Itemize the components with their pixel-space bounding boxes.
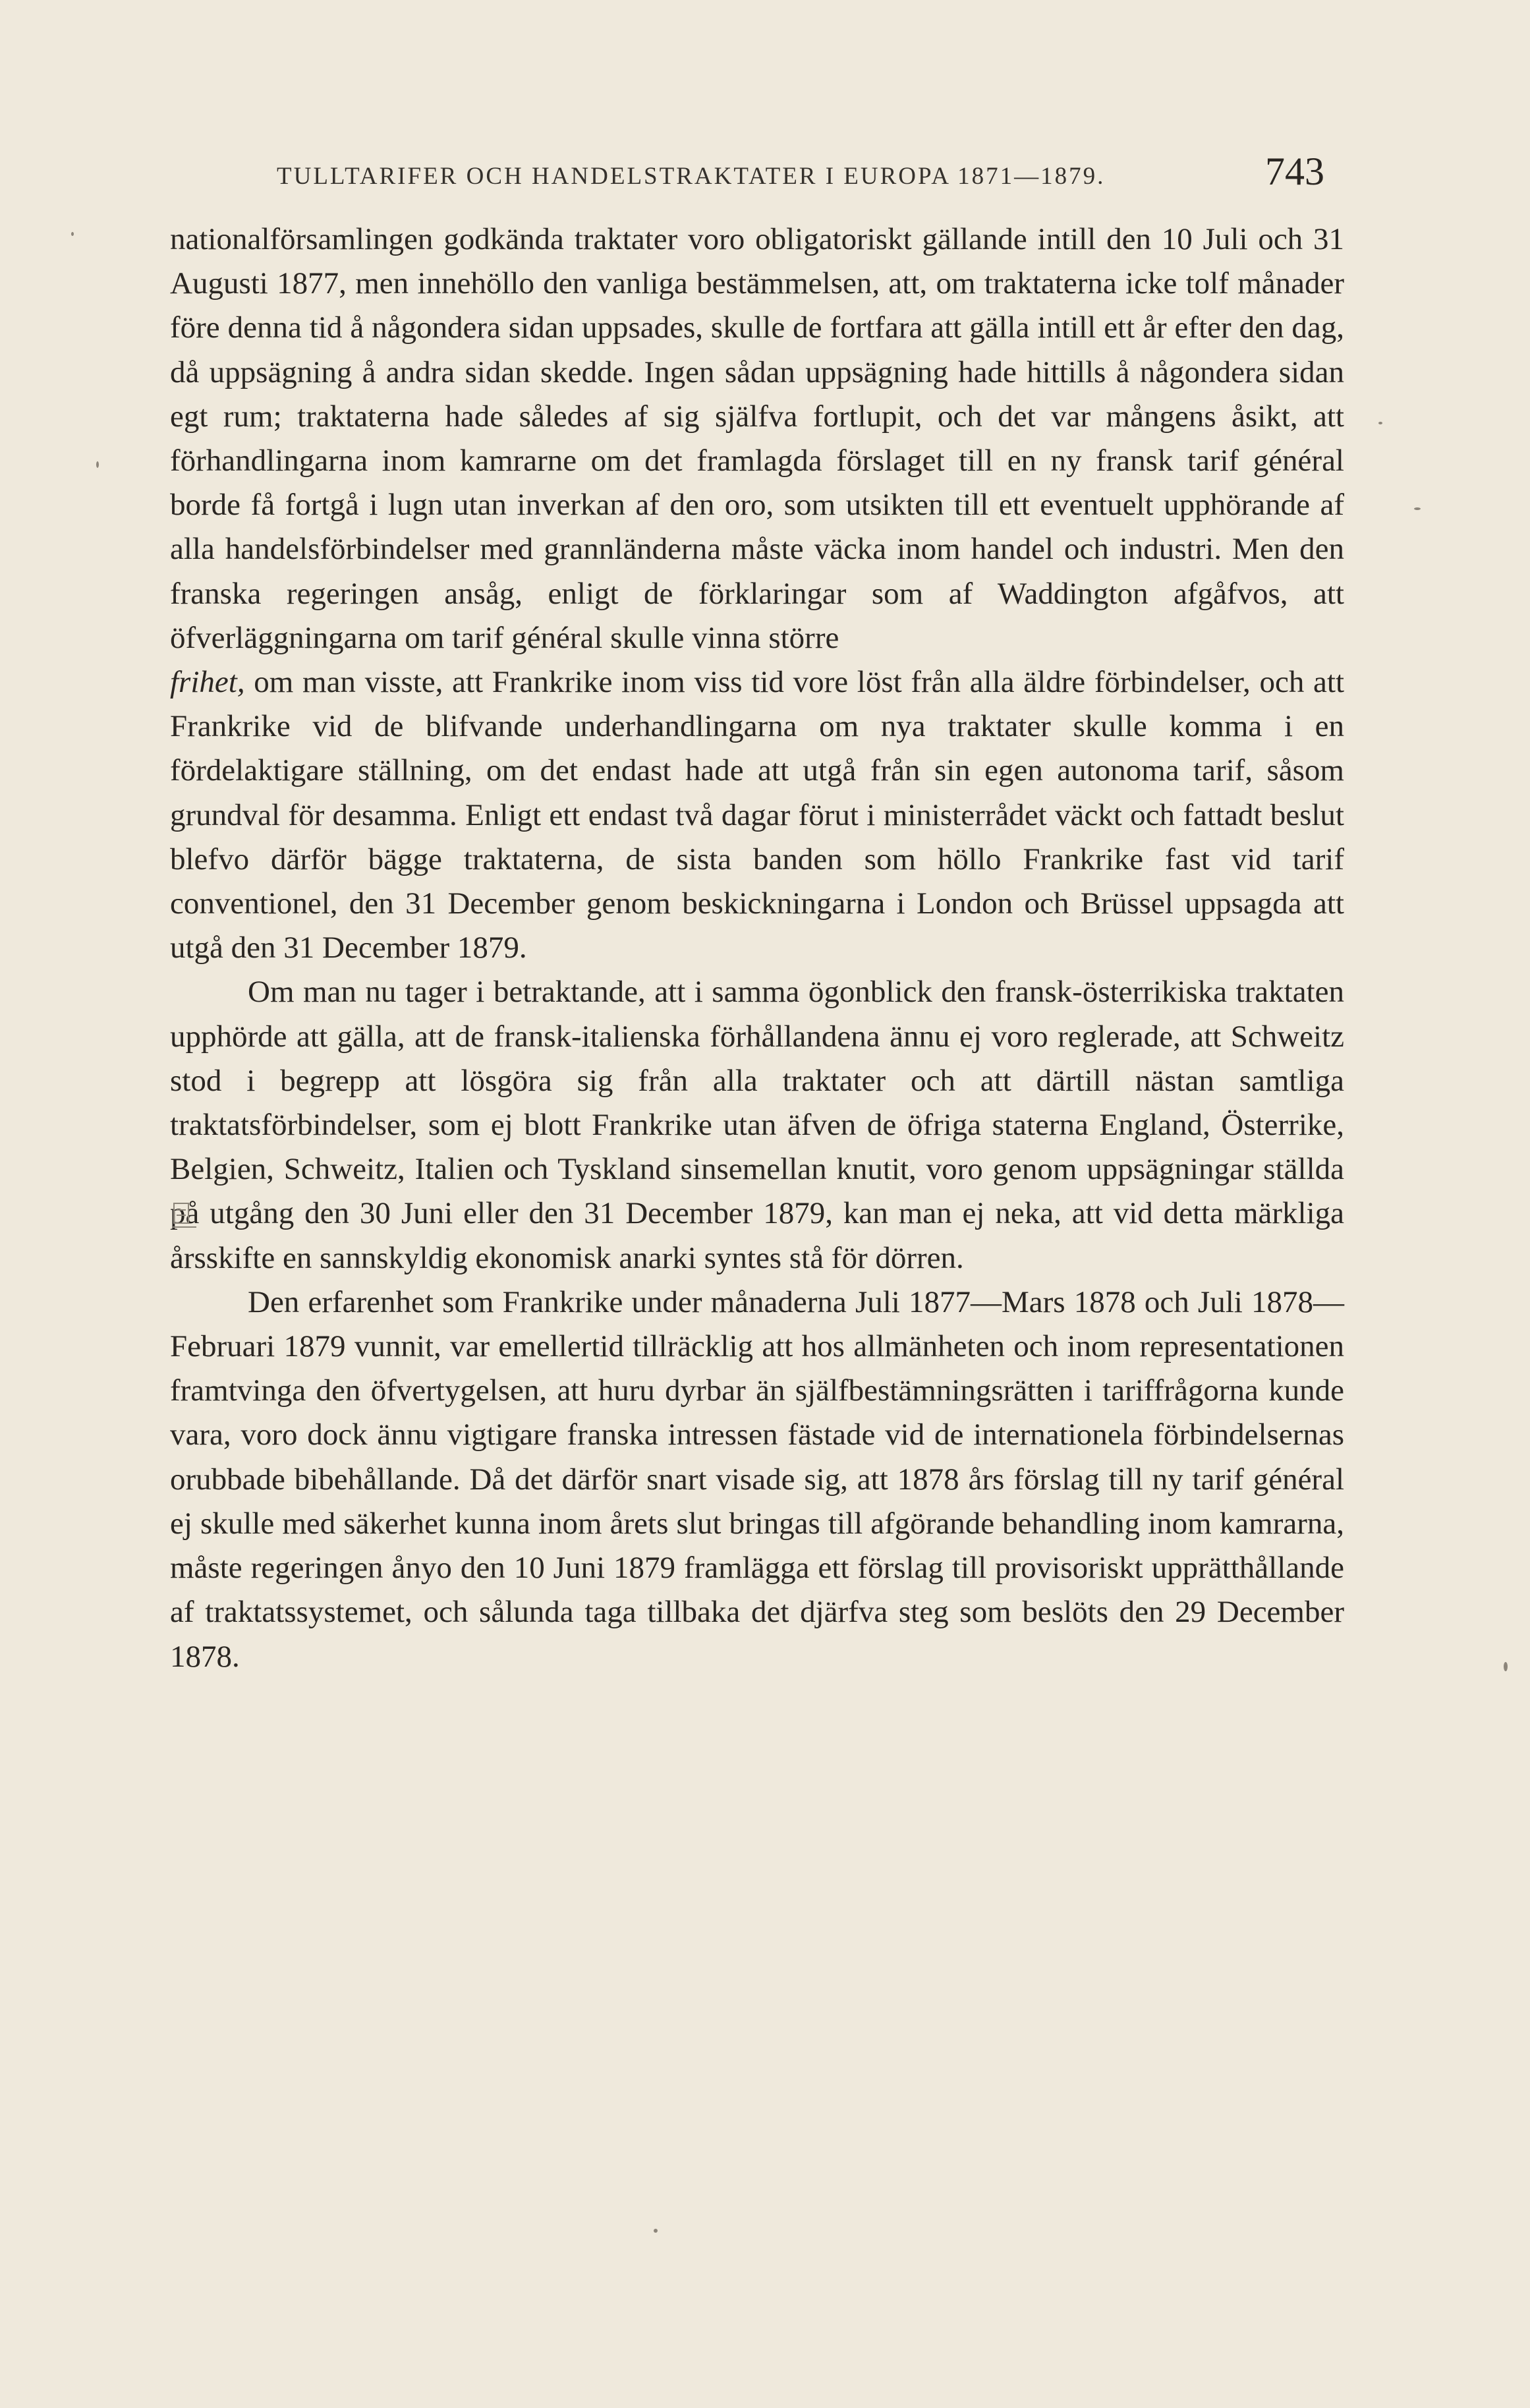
paragraph-3-text: Om man nu tager i betraktande, att i samma ögonblick den fransk-österrikiska traktaten upphörde att gälla, att de fransk-italienska förhållandena ännu ej voro reglerade, att Schweitz stod i begrepp att lösgöra sig från alla traktater och att därtill nästan samtliga traktatsförbindelser, som ej blott Frankrike utan äfven de öfriga staterna England, Österrike, Belgien, Schweitz, Italien och Tyskland sinsemellan knutit, voro genom uppsägningar ställda på utgång den 30 Juni eller den 31 December 1879, kan man ej neka, att vid detta märkliga årsskifte en sannskyldig ekonomisk anarki syntes stå för dörren. [170,975,1344,1275]
paper-speck [1414,507,1421,510]
paper-speck [1504,1662,1508,1671]
paragraph-1 [170,217,1344,660]
running-title: TULLTARIFER OCH HANDELSTRAKTATER I EUROPA 1871—1879. [277,163,1106,190]
paragraph-1-continued [170,660,1344,970]
paper-speck [71,232,74,236]
page-header [277,146,1324,199]
paragraph-2-text: om man visste, att Frankrike inom viss tid vore löst från alla äldre förbindelser, och att Frankrike vid de blifvande underhandlingarna om nya traktater skulle komma i en fördelaktigare ställning, om det endast hade att utgå från sin egen autonoma tarif, såsom grundval för desamma. Enligt ett endast två dagar förut i ministerrådet väckt och fattadt beslut blefvo därför bägge traktaterna, de sista banden som höllo Frankrike fast vid tarif conventionel, den 31 December genom beskickningarna i London och Brüssel uppsagda att utgå den 31 December 1879. [170,665,1345,965]
paper-speck [654,2229,658,2233]
page-number: 743 [1265,150,1324,193]
margin-mark-icon [170,1201,200,1234]
paragraph-1-text: nationalförsamlingen godkända traktater voro obligatoriskt gällande intill den 10 Juli och 31 Augusti 1877, men innehöllo den vanliga bestämmelsen, att, om traktaterna icke tolf månader före denna tid å någondera sidan uppsades, skulle de fortfara att gälla intill ett år efter den dag, då uppsägning å andra sidan skedde. Ingen sådan uppsägning hade hittills å någondera sidan egt rum; traktaterna hade således af sig själfva fortlupit, och det var mångens åsikt, att förhandlingarna inom kamrarne om det framlagda förslaget till en ny fransk tarif général borde få fortgå i lugn utan inverkan af den oro, som utsikten till ett eventuelt upphörande af alla handelsförbindelser med grannländerna måste väcka inom handel och industri. Men den franska regeringen ansåg, enligt de förklaringar som af Waddington afgåfvos, att öfverläggningarna om tarif général skulle vinna större [170,222,1344,655]
body-text [170,217,1344,1679]
italic-word: frihet, [170,665,245,700]
paragraph-3 [170,970,1344,1280]
paper-speck [96,461,99,468]
paragraph-4-text: Den erfarenhet som Frankrike under månaderna Juli 1877—Mars 1878 och Juli 1878—Februari 1879 vunnit, var emellertid tillräcklig att hos allmänheten och inom representationen framtvinga den öfvertygelsen, att huru dyrbar än själfbestämningsrätten i tariffrågorna kunde vara, voro dock ännu vigtigare franska intressen fästade vid de internationela förbindelsernas orubbade bibehållande. Då det därför snart visade sig, att 1878 års förslag till ny tarif général ej skulle med säkerhet kunna inom årets slut bringas till afgörande behandling inom kamrarna, måste regeringen ånyo den 10 Juni 1879 framlägga ett förslag till provisoriskt upprätthållande af traktatssystemet, och sålunda taga tillbaka det djärfva steg som beslöts den 29 December 1878. [170,1284,1344,1674]
paragraph-4 [170,1280,1344,1679]
paper-speck [1378,422,1382,424]
